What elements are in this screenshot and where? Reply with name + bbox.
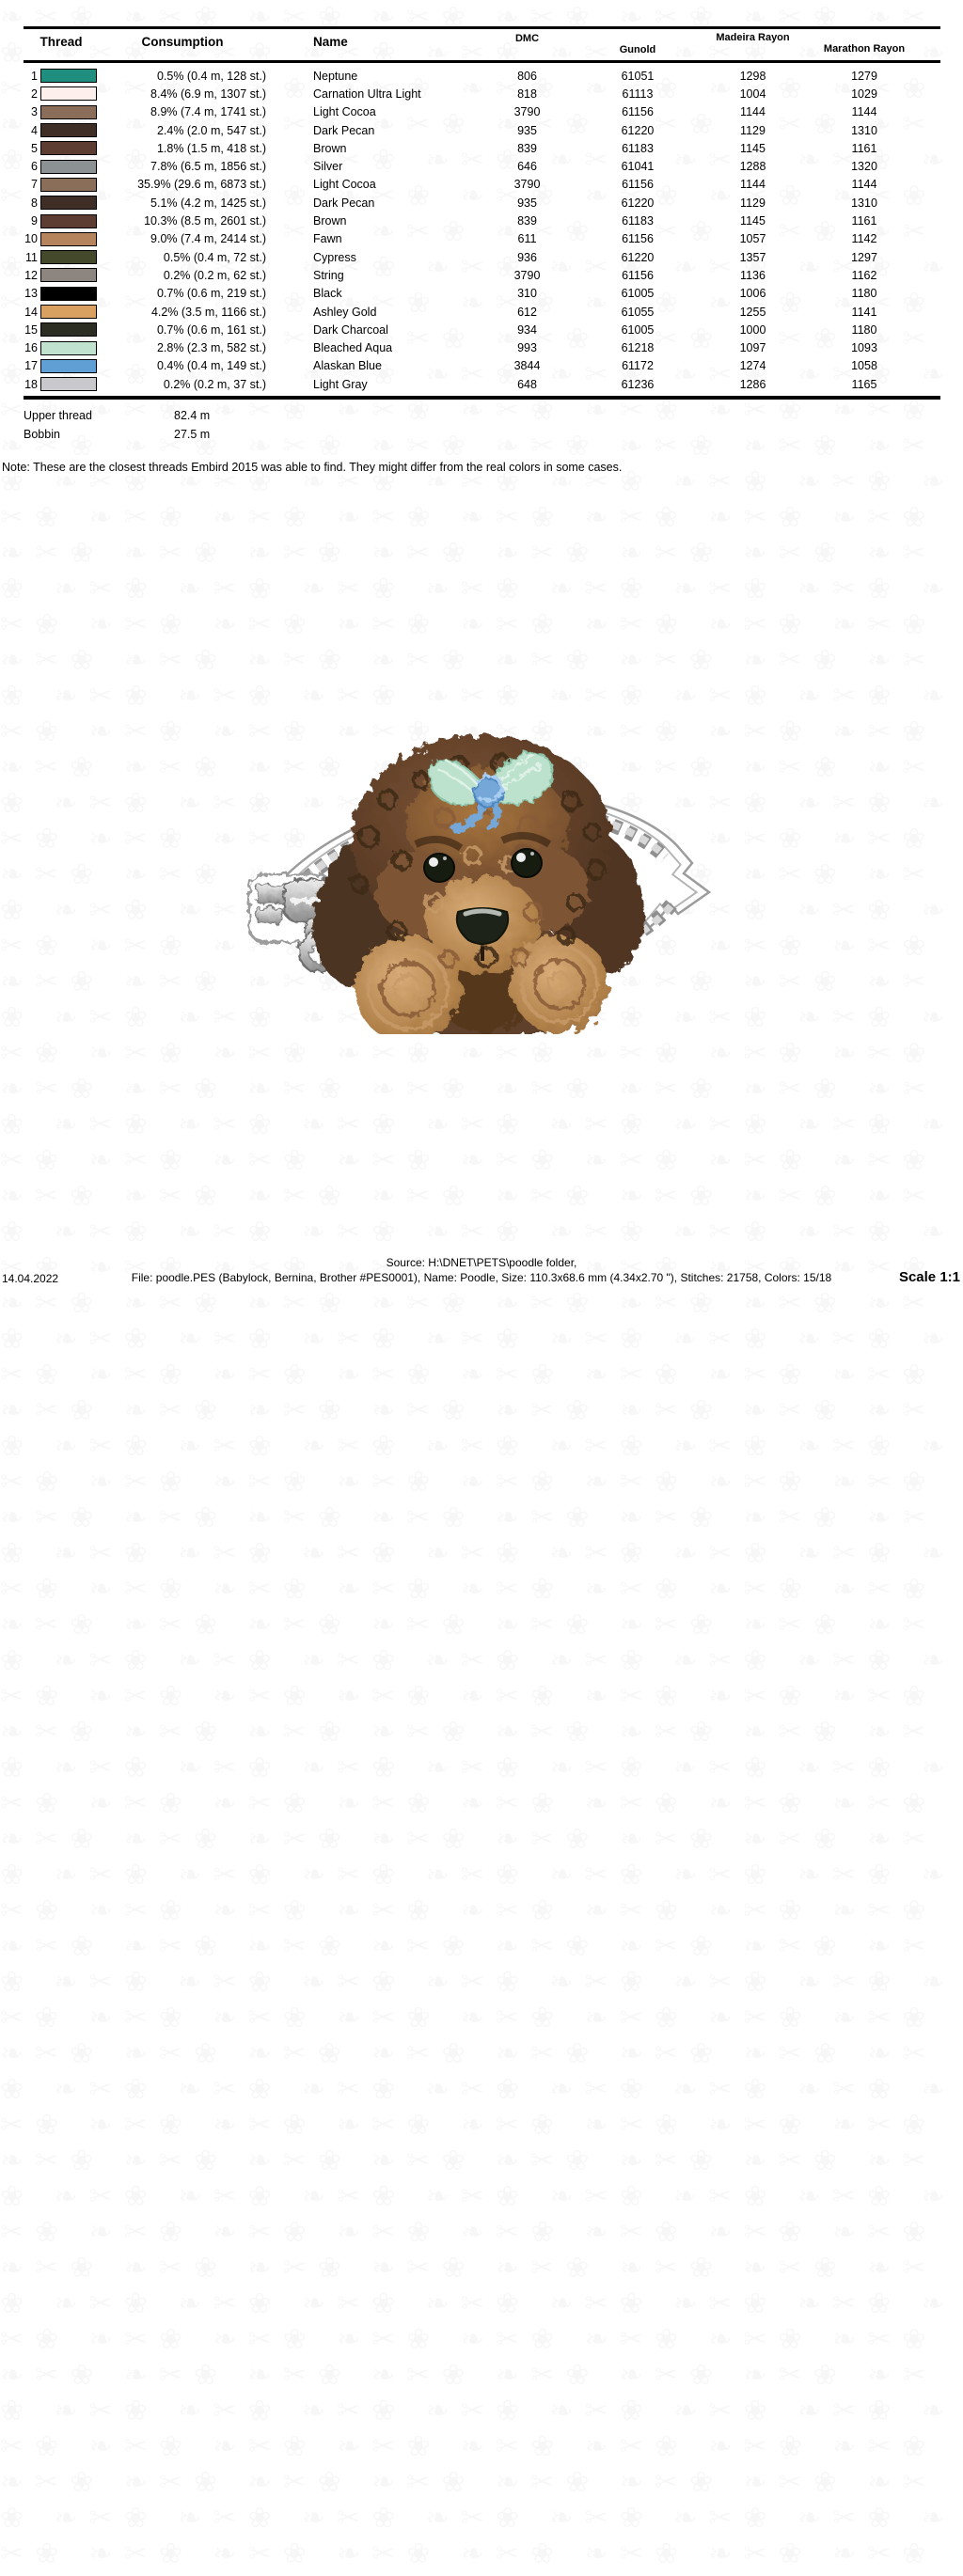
- table-row: [24, 321, 940, 338]
- dmc-cell: 936: [517, 250, 537, 264]
- gunold-cell: 61156: [622, 268, 654, 282]
- gunold-cell: 61113: [622, 86, 654, 101]
- poodle-figure: [300, 735, 655, 1034]
- row-number: 13: [24, 287, 38, 301]
- thread-name-cell: Dark Charcoal: [313, 322, 388, 337]
- madeira-rayon-cell: 1286: [739, 377, 766, 391]
- thread-color-swatch: [40, 178, 97, 192]
- table-row: [24, 230, 940, 248]
- row-number: 18: [24, 377, 38, 391]
- thread-color-swatch: [40, 232, 97, 246]
- row-number: 1: [31, 69, 38, 83]
- marathon-rayon-cell: 1144: [851, 178, 877, 192]
- consumption-cell: 0.5% (0.4 m, 128 st.): [156, 69, 266, 83]
- thread-name-cell: String: [313, 268, 344, 282]
- gunold-cell: 61220: [621, 196, 655, 210]
- thread-name-cell: Ashley Gold: [313, 305, 377, 319]
- thread-color-swatch: [40, 287, 97, 301]
- row-number: 5: [31, 141, 38, 155]
- madeira-rayon-cell: 1004: [739, 86, 766, 101]
- dmc-cell: 3790: [513, 178, 541, 192]
- thread-color-swatch: [40, 123, 97, 137]
- dmc-cell: 934: [517, 322, 537, 337]
- gunold-cell: 61051: [621, 69, 655, 83]
- marathon-rayon-cell: 1029: [851, 86, 877, 101]
- gunold-cell: 61172: [622, 359, 654, 373]
- marathon-rayon-cell: 1161: [851, 141, 877, 155]
- thread-name-cell: Bleached Aqua: [313, 341, 393, 355]
- table-row: [24, 67, 940, 85]
- thread-color-swatch: [40, 322, 97, 337]
- marathon-rayon-cell: 1279: [851, 69, 877, 83]
- thread-totals: [24, 407, 210, 444]
- dmc-cell: 993: [517, 341, 537, 355]
- table-row: [24, 285, 940, 303]
- row-number: 10: [24, 232, 38, 246]
- dmc-cell: 646: [517, 160, 537, 174]
- marathon-rayon-cell: 1093: [851, 341, 877, 355]
- header-madeira-rayon: Madeira Rayon: [716, 32, 790, 43]
- thread-name-cell: Silver: [313, 160, 343, 174]
- consumption-cell: 35.9% (29.6 m, 6873 st.): [137, 178, 266, 192]
- dmc-cell: 806: [517, 69, 537, 83]
- consumption-cell: 0.2% (0.2 m, 37 st.): [163, 377, 266, 391]
- poodle-zipper-embroidery-image: [246, 715, 717, 1034]
- thread-color-swatch: [40, 341, 97, 355]
- dmc-cell: 3790: [513, 105, 541, 119]
- thread-consumption-table: [24, 26, 940, 400]
- thread-color-swatch: [40, 86, 97, 101]
- row-number: 17: [24, 359, 38, 373]
- thread-match-note: Note: These are the closest threads Embird 2015 was able to find. They might differ from the real colors in some cases.: [2, 461, 623, 474]
- marathon-rayon-cell: 1310: [851, 196, 877, 210]
- marathon-rayon-cell: 1141: [851, 305, 877, 319]
- madeira-rayon-cell: 1097: [739, 341, 766, 355]
- dmc-cell: 935: [517, 123, 537, 137]
- table-row: [24, 139, 940, 157]
- marathon-rayon-cell: 1144: [851, 105, 877, 119]
- thread-name-cell: Carnation Ultra Light: [313, 86, 421, 101]
- thread-name-cell: Alaskan Blue: [313, 359, 382, 373]
- table-row: [24, 248, 940, 266]
- footer-date: 14.04.2022: [2, 1272, 59, 1285]
- header-marathon-rayon: Marathon Rayon: [823, 43, 906, 55]
- consumption-cell: 0.7% (0.6 m, 161 st.): [156, 322, 266, 337]
- table-row: [24, 338, 940, 356]
- consumption-cell: 1.8% (1.5 m, 418 st.): [156, 141, 266, 155]
- thread-color-swatch: [40, 196, 97, 210]
- upper-thread-value: 82.4 m: [174, 409, 211, 422]
- dmc-cell: 3790: [513, 268, 541, 282]
- header-consumption: Consumption: [141, 35, 224, 49]
- gunold-cell: 61183: [622, 141, 654, 155]
- gunold-cell: 61220: [621, 123, 655, 137]
- table-row: [24, 157, 940, 175]
- marathon-rayon-cell: 1165: [851, 377, 877, 391]
- row-number: 14: [24, 305, 38, 319]
- madeira-rayon-cell: 1298: [739, 69, 766, 83]
- dmc-cell: 611: [517, 232, 537, 246]
- marathon-rayon-cell: 1297: [851, 250, 877, 264]
- left-eye: [424, 854, 454, 882]
- marathon-rayon-cell: 1180: [851, 322, 877, 337]
- consumption-cell: 8.4% (6.9 m, 1307 st.): [150, 86, 266, 101]
- footer-file-info: File: poodle.PES (Babylock, Bernina, Brother #PES0001), Name: Poodle, Size: 110.3x68.6 mm (4.34x2.70 "), Stitches: 21758, Colors: 15/18: [131, 1271, 832, 1284]
- madeira-rayon-cell: 1144: [740, 178, 766, 192]
- thread-name-cell: Fawn: [313, 232, 342, 246]
- madeira-rayon-cell: 1136: [740, 268, 766, 282]
- consumption-cell: 8.9% (7.4 m, 1741 st.): [150, 105, 266, 119]
- madeira-rayon-cell: 1000: [739, 322, 766, 337]
- gunold-cell: 61156: [622, 178, 654, 192]
- row-number: 11: [25, 250, 38, 264]
- row-number: 4: [31, 123, 38, 137]
- row-number: 8: [31, 196, 38, 210]
- row-number: 9: [31, 214, 38, 228]
- table-row: [24, 266, 940, 284]
- madeira-rayon-cell: 1057: [739, 232, 766, 246]
- marathon-rayon-cell: 1162: [851, 268, 877, 282]
- dmc-cell: 818: [517, 86, 537, 101]
- madeira-rayon-cell: 1288: [739, 160, 766, 174]
- thread-name-cell: Brown: [313, 214, 347, 228]
- bobbin-label: Bobbin: [24, 427, 60, 441]
- thread-color-swatch: [40, 141, 97, 155]
- gunold-cell: 61156: [622, 232, 654, 246]
- marathon-rayon-cell: 1320: [851, 160, 877, 174]
- marathon-rayon-cell: 1058: [851, 359, 877, 373]
- gunold-cell: 61236: [621, 377, 655, 391]
- dmc-cell: 648: [517, 377, 537, 391]
- table-row: [24, 212, 940, 229]
- madeira-rayon-cell: 1357: [739, 250, 766, 264]
- thread-color-swatch: [40, 105, 97, 119]
- footer-scale-label: Scale 1:1: [898, 1269, 960, 1285]
- madeira-rayon-cell: 1144: [740, 105, 766, 119]
- thread-color-swatch: [40, 268, 97, 282]
- row-number: 7: [31, 178, 38, 192]
- consumption-cell: 7.8% (6.5 m, 1856 st.): [150, 160, 266, 174]
- gunold-cell: 61218: [621, 341, 655, 355]
- dmc-cell: 839: [517, 141, 537, 155]
- gunold-cell: 61183: [622, 214, 654, 228]
- table-body: [24, 63, 940, 396]
- thread-color-swatch: [40, 214, 97, 228]
- marathon-rayon-cell: 1180: [851, 287, 877, 301]
- table-header-row: [24, 29, 940, 63]
- consumption-cell: 5.1% (4.2 m, 1425 st.): [150, 196, 266, 210]
- gunold-cell: 61041: [621, 160, 655, 174]
- thread-name-cell: Dark Pecan: [313, 196, 375, 210]
- dmc-cell: 935: [517, 196, 537, 210]
- upper-thread-label: Upper thread: [24, 409, 92, 422]
- row-number: 2: [31, 86, 38, 101]
- gunold-cell: 61055: [621, 305, 655, 319]
- dmc-cell: 3844: [513, 359, 541, 373]
- gunold-cell: 61220: [621, 250, 655, 264]
- consumption-cell: 0.2% (0.2 m, 62 st.): [163, 268, 266, 282]
- consumption-cell: 10.3% (8.5 m, 2601 st.): [144, 214, 266, 228]
- header-name: Name: [313, 35, 348, 49]
- footer-source-line: Source: H:\DNET\PETS\poodle folder,: [386, 1256, 577, 1269]
- thread-name-cell: Cypress: [313, 250, 356, 264]
- thread-color-swatch: [40, 305, 97, 319]
- gunold-cell: 61005: [621, 287, 655, 301]
- consumption-cell: 4.2% (3.5 m, 1166 st.): [150, 305, 266, 319]
- marathon-rayon-cell: 1142: [851, 232, 877, 246]
- table-row: [24, 194, 940, 212]
- consumption-cell: 2.8% (2.3 m, 582 st.): [156, 341, 266, 355]
- consumption-cell: 2.4% (2.0 m, 547 st.): [156, 123, 266, 137]
- thread-name-cell: Light Cocoa: [313, 178, 376, 192]
- madeira-rayon-cell: 1255: [739, 305, 766, 319]
- table-row: [24, 357, 940, 375]
- thread-color-swatch: [40, 250, 97, 264]
- madeira-rayon-cell: 1145: [740, 141, 766, 155]
- thread-name-cell: Dark Pecan: [313, 123, 375, 137]
- bobbin-value: 27.5 m: [174, 427, 211, 441]
- gunold-cell: 61156: [622, 105, 654, 119]
- dmc-cell: 310: [517, 287, 537, 301]
- consumption-cell: 9.0% (7.4 m, 2414 st.): [150, 232, 266, 246]
- thread-color-swatch: [40, 69, 97, 83]
- madeira-rayon-cell: 1129: [740, 196, 766, 210]
- consumption-cell: 0.5% (0.4 m, 72 st.): [163, 250, 266, 264]
- table-row: [24, 303, 940, 321]
- header-dmc: DMC: [514, 33, 540, 44]
- dmc-cell: 839: [517, 214, 537, 228]
- madeira-rayon-cell: 1006: [739, 287, 766, 301]
- thread-color-swatch: [40, 160, 97, 174]
- row-number: 12: [24, 268, 38, 282]
- row-number: 6: [31, 160, 38, 174]
- table-row: [24, 176, 940, 194]
- table-row: [24, 103, 940, 121]
- upper-thread-row: [24, 407, 210, 426]
- table-row: [24, 375, 940, 393]
- header-gunold: Gunold: [619, 44, 656, 55]
- consumption-cell: 0.7% (0.6 m, 219 st.): [156, 287, 266, 301]
- row-number: 15: [24, 322, 38, 337]
- dmc-cell: 612: [517, 305, 537, 319]
- thread-color-swatch: [40, 377, 97, 391]
- thread-color-swatch: [40, 359, 97, 373]
- row-number: 3: [31, 105, 38, 119]
- thread-name-cell: Light Cocoa: [313, 105, 376, 119]
- madeira-rayon-cell: 1274: [739, 359, 766, 373]
- thread-name-cell: Neptune: [313, 69, 358, 83]
- table-row: [24, 85, 940, 102]
- thread-name-cell: Black: [313, 287, 342, 301]
- thread-name-cell: Light Gray: [313, 377, 368, 391]
- consumption-cell: 0.4% (0.4 m, 149 st.): [156, 359, 266, 373]
- gunold-cell: 61005: [621, 322, 655, 337]
- row-number: 16: [24, 341, 38, 355]
- madeira-rayon-cell: 1129: [740, 123, 766, 137]
- right-eye: [512, 849, 542, 877]
- header-thread: Thread: [39, 35, 83, 49]
- marathon-rayon-cell: 1310: [851, 123, 877, 137]
- thread-name-cell: Brown: [313, 141, 347, 155]
- marathon-rayon-cell: 1161: [851, 214, 877, 228]
- table-row: [24, 121, 940, 139]
- madeira-rayon-cell: 1145: [740, 214, 766, 228]
- bobbin-row: [24, 426, 210, 445]
